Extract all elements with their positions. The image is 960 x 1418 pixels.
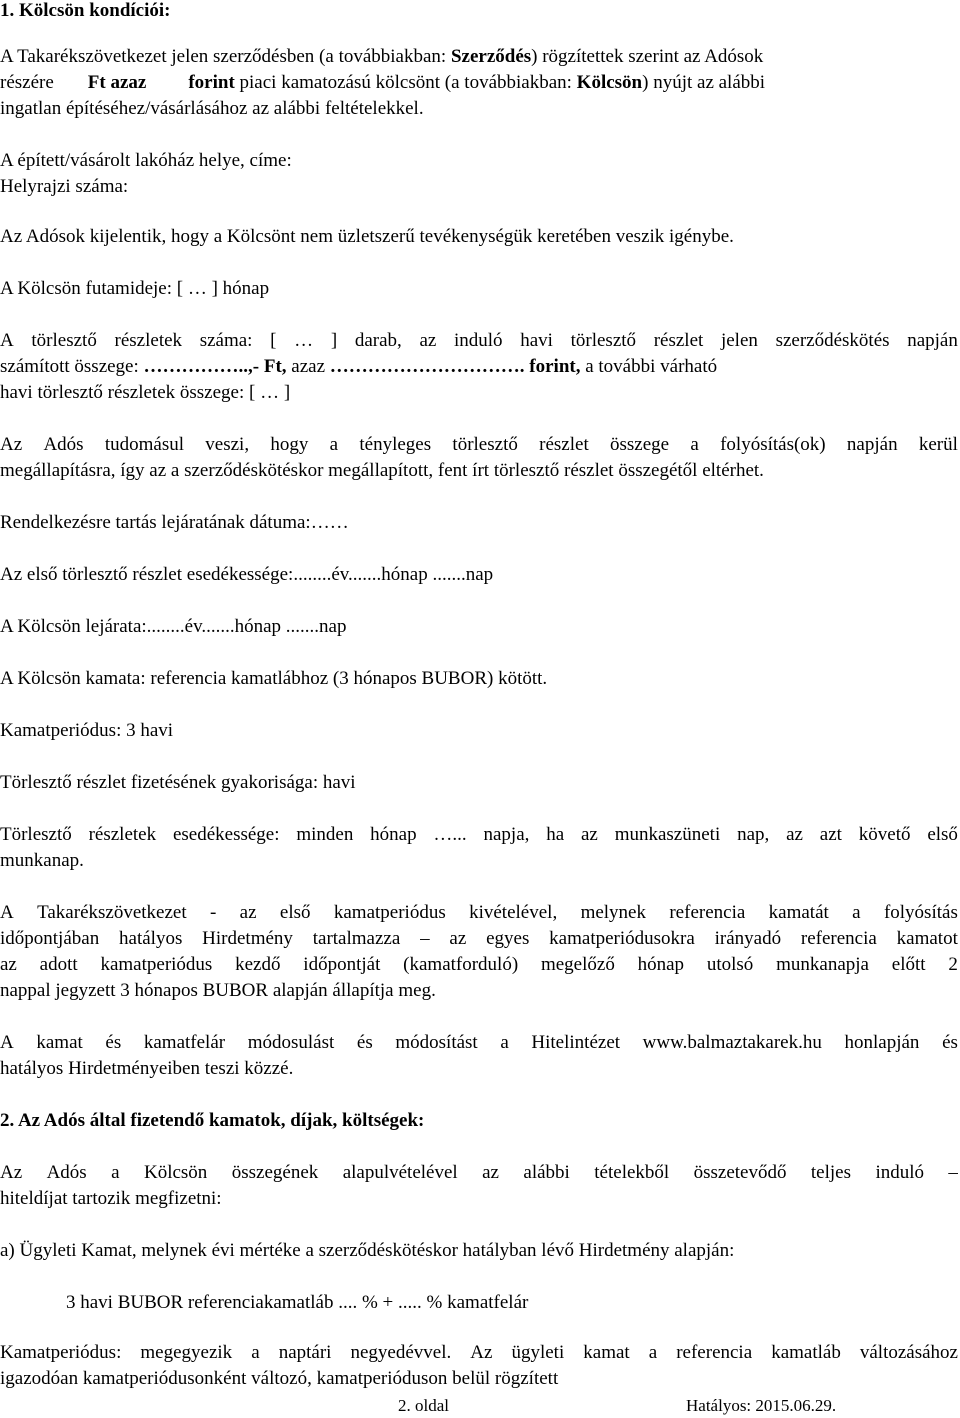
intro-line-2: részére Ft azaz forint piaci kamatozású kölcsönt (a továbbiakban: Kölcsön) nyújt az alábbi — [0, 72, 766, 93]
word: az — [482, 1162, 499, 1183]
word: részlet — [539, 434, 589, 455]
word: hatályos — [119, 928, 183, 949]
word: Törlesztő — [0, 824, 72, 845]
word: kamatfelár — [143, 1032, 226, 1053]
word: tételekből — [594, 1162, 670, 1183]
word: referencia — [676, 1342, 753, 1363]
word: esedékessége: — [172, 824, 280, 845]
payment-frequency: Törlesztő részlet fizetésének gyakorisága: havi — [0, 772, 356, 793]
word: alapulvételével — [342, 1162, 458, 1183]
word: Az — [0, 1162, 23, 1183]
word: negyedévvel. — [350, 1342, 452, 1363]
word: kamatláb — [771, 1342, 841, 1363]
word: törlesztő — [570, 330, 637, 351]
word: és — [356, 1032, 373, 1053]
word: A — [0, 1032, 14, 1053]
word: az — [0, 954, 17, 975]
word: első — [927, 824, 958, 845]
word: kamat — [36, 1032, 83, 1053]
word: folyósítás(ok) — [720, 434, 826, 455]
word: jelen — [720, 330, 758, 351]
word: kamatát — [768, 902, 829, 923]
word: kamat — [583, 1342, 630, 1363]
word: napján — [846, 434, 898, 455]
installments-line-2: számított összege: ……………..,- Ft, azaz …………………………. forint, a további várható — [0, 356, 718, 377]
reference-rate-line-1 — [0, 900, 958, 925]
location-label: A épített/vásárolt lakóház helye, címe: — [0, 150, 292, 171]
word: kivételével, — [469, 902, 558, 923]
reference-rate-line-3 — [0, 952, 958, 977]
word: ha — [546, 824, 565, 845]
word: időpontjában — [0, 928, 100, 949]
installments-line-1 — [0, 328, 958, 353]
word: teljes — [810, 1162, 852, 1183]
word: nap, — [737, 824, 770, 845]
word: – — [948, 1162, 958, 1183]
word: munkaszüneti — [614, 824, 721, 845]
word: veszi, — [205, 434, 250, 455]
word: tudomásul — [104, 434, 185, 455]
word: A — [0, 330, 14, 351]
word: induló — [453, 330, 503, 351]
acknowledge-line-1 — [0, 432, 958, 457]
word: az — [419, 330, 437, 351]
word: folyósítás — [883, 902, 958, 923]
word: egyes — [486, 928, 530, 949]
word: Hirdetmény — [202, 928, 293, 949]
word: … — [294, 330, 314, 351]
loan-maturity: A Kölcsön lejárata:........év.......hónap .......nap — [0, 616, 347, 637]
word: Adós — [46, 1162, 87, 1183]
word: melynek — [580, 902, 646, 923]
word: 2 — [948, 954, 958, 975]
word: minden — [296, 824, 354, 845]
word: hónap — [637, 954, 685, 975]
word: törlesztő — [31, 330, 97, 351]
word: megelőző — [540, 954, 615, 975]
word: az — [581, 824, 598, 845]
word: és — [105, 1032, 122, 1053]
word: hogy — [270, 434, 309, 455]
word: …... — [433, 824, 467, 845]
word: darab, — [354, 330, 402, 351]
word: www.balmaztakarek.hu — [642, 1032, 822, 1053]
word: az — [449, 928, 467, 949]
reference-rate-line-2 — [0, 926, 958, 951]
word: [ — [270, 330, 277, 351]
word: részletek — [114, 330, 183, 351]
word: - — [209, 902, 217, 923]
item-a: a) Ügyleti Kamat, melynek évi mértéke a szerződéskötéskor hatályban lévő Hirdetmény alapján: — [0, 1240, 735, 1261]
due-dates-line-2: munkanap. — [0, 850, 84, 871]
word: a — [690, 434, 699, 455]
word: (kamatforduló) — [403, 954, 519, 975]
word: alábbi — [523, 1162, 570, 1183]
word: kerül — [918, 434, 958, 455]
word: a — [852, 902, 861, 923]
word: összegének — [231, 1162, 319, 1183]
word: kezdő — [235, 954, 281, 975]
due-dates-line-1 — [0, 822, 958, 847]
installments-line-3: havi törlesztő részletek összege: [ … ] — [0, 382, 291, 403]
section-2-intro-line-2: hiteldíjat tartozik megfizetni: — [0, 1188, 222, 1209]
declaration: Az Adósok kijelentik, hogy a Kölcsönt nem üzletszerű tevékenységük keretében veszik igénybe. — [0, 226, 734, 247]
word: időpontját — [303, 954, 381, 975]
word: részlet — [653, 330, 704, 351]
word: kamatperiódus — [333, 902, 446, 923]
word: napja, — [483, 824, 530, 845]
publication-line-1 — [0, 1030, 958, 1055]
interest-formula: 3 havi BUBOR referenciakamatláb .... % + ..... % kamatfelár — [66, 1292, 529, 1313]
word: referencia — [800, 928, 877, 949]
word: Az — [470, 1342, 493, 1363]
word: A — [0, 902, 14, 923]
word: módosítást — [395, 1032, 478, 1053]
intro-line-1: A Takarékszövetkezet jelen szerződésben (a továbbiakban: Szerződés) rögzítettek szerint az Adósok — [0, 46, 764, 67]
word: induló — [875, 1162, 924, 1183]
word: az — [239, 902, 257, 923]
word: a — [251, 1342, 260, 1363]
word: a — [648, 1342, 658, 1363]
word: Az — [0, 434, 23, 455]
word: a — [500, 1032, 509, 1053]
word: változásához — [859, 1342, 958, 1363]
word: – — [420, 928, 430, 949]
word: tartalmazza — [312, 928, 401, 949]
parcel-label: Helyrajzi száma: — [0, 176, 129, 197]
word: ügyleti — [511, 1342, 565, 1363]
section-2-interest-period-line-1 — [0, 1340, 958, 1365]
word: hónap — [370, 824, 417, 845]
word: utolsó — [706, 954, 754, 975]
word: munkanapja — [776, 954, 869, 975]
word: és — [942, 1032, 958, 1053]
first-installment-due: Az első törlesztő részlet esedékessége:........év.......hónap .......nap — [0, 564, 494, 585]
word: azt — [819, 824, 842, 845]
word: adott — [39, 954, 78, 975]
publication-line-2: hatályos Hirdetményeiben teszi közzé. — [0, 1058, 294, 1079]
word: kamatperiódusokra — [549, 928, 695, 949]
word: száma: — [199, 330, 253, 351]
section-2-heading: 2. Az Adós által fizetendő kamatok, díjak, költségek: — [0, 1110, 425, 1131]
intro-line-3: ingatlan építéséhez/vásárlásához az alábbi feltételekkel. — [0, 98, 424, 119]
word: Kamatperiódus: — [0, 1342, 122, 1363]
word: Adós — [43, 434, 84, 455]
word: kamatot — [896, 928, 958, 949]
word: referencia — [669, 902, 746, 923]
word: követő — [858, 824, 911, 845]
word: az — [786, 824, 803, 845]
word: ] — [330, 330, 338, 351]
word: a — [329, 434, 339, 455]
word: megegyezik — [140, 1342, 233, 1363]
word: összetevődő — [693, 1162, 787, 1183]
word: kamatperiódus — [100, 954, 213, 975]
word: Kölcsön — [143, 1162, 208, 1183]
acknowledge-line-2: megállapításra, így az a szerződéskötéskor megállapított, fent írt törlesztő részlet összegétől eltérhet. — [0, 460, 764, 481]
interest-period: Kamatperiódus: 3 havi — [0, 720, 174, 741]
word: honlapján — [844, 1032, 920, 1053]
word: előtt — [891, 954, 926, 975]
word: naptári — [278, 1342, 332, 1363]
word: első — [279, 902, 311, 923]
reference-rate-line-4: nappal jegyzett 3 hónapos BUBOR alapján állapítja meg. — [0, 980, 436, 1001]
word: szerződéskötés — [775, 330, 890, 351]
loan-term: A Kölcsön futamideje: [ … ] hónap — [0, 278, 270, 299]
word: részletek — [88, 824, 157, 845]
word: napján — [907, 330, 958, 351]
section-1-heading: 1. Kölcsön kondíciói: — [0, 0, 171, 21]
availability-date: Rendelkezésre tartás lejáratának dátuma:…… — [0, 512, 349, 533]
loan-interest: A Kölcsön kamata: referencia kamatlábhoz (3 hónapos BUBOR) kötött. — [0, 668, 548, 689]
word: törlesztő — [452, 434, 518, 455]
word: tényleges — [359, 434, 432, 455]
word: irányadó — [714, 928, 782, 949]
effective-date: Hatályos: 2015.06.29. — [686, 1396, 837, 1415]
word: havi — [520, 330, 553, 351]
word: a — [111, 1162, 120, 1183]
word: Hitelintézet — [531, 1032, 621, 1053]
word: Takarékszövetkezet — [37, 902, 187, 923]
section-2-intro-line-1 — [0, 1160, 958, 1185]
word: összege — [610, 434, 670, 455]
page-number: 2. oldal — [398, 1396, 449, 1415]
section-2-interest-period-line-2: igazodóan kamatperiódusonként változó, kamatperióduson belül rögzített — [0, 1368, 559, 1389]
word: módosulást — [247, 1032, 335, 1053]
